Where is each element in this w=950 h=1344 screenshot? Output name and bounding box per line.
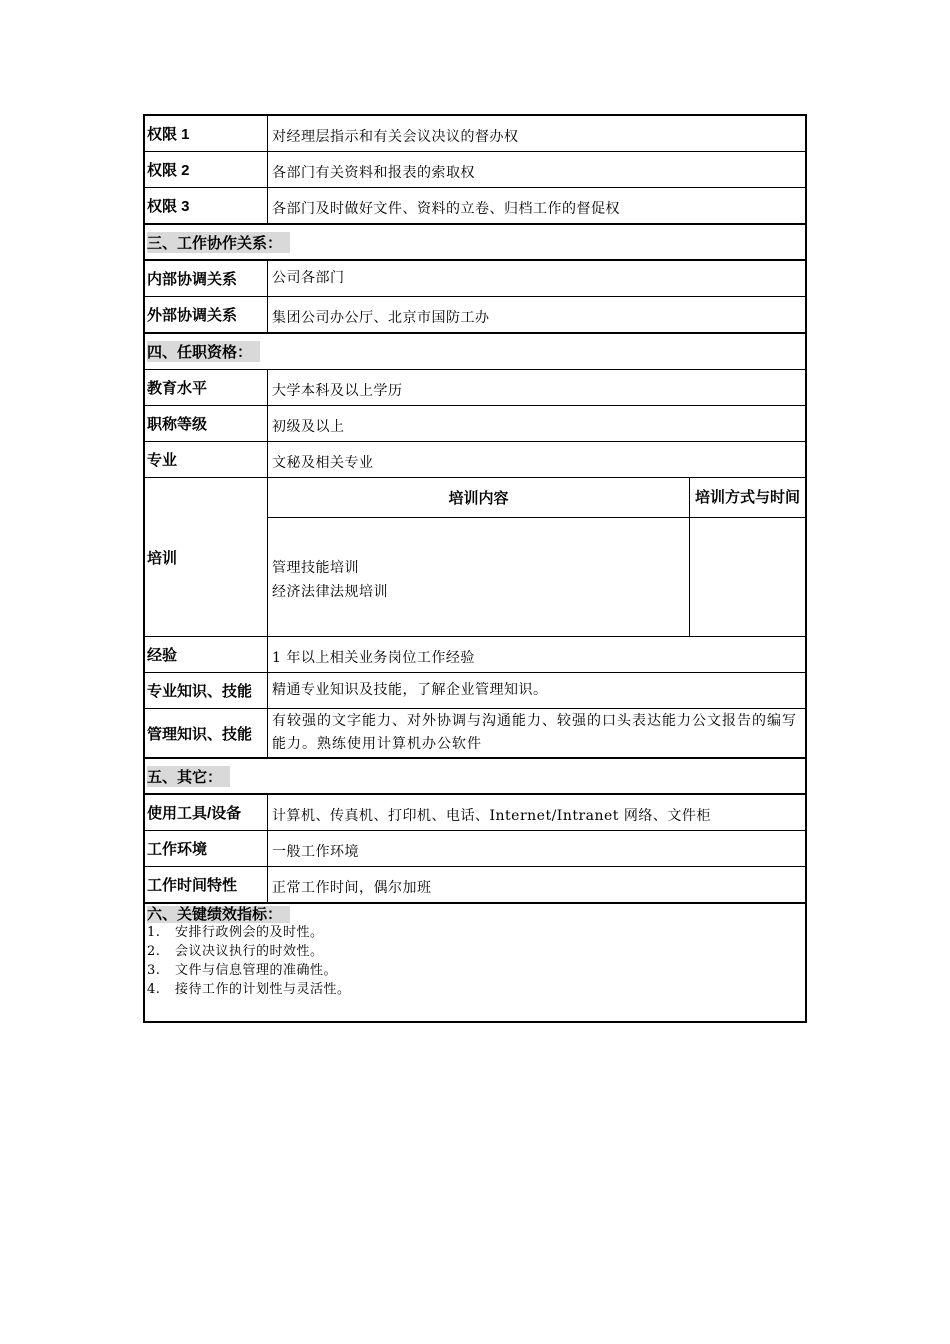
education-value: 大学本科及以上学历: [272, 383, 403, 399]
authority-row-2: [145, 152, 805, 188]
list-item: [147, 961, 805, 980]
kpi-text: 安排行政例会的及时性。: [175, 925, 324, 940]
training-item: 管理技能培训: [272, 560, 359, 576]
section-5-title: 五、其它：: [147, 766, 230, 787]
authority-label-3: 权限 3: [145, 188, 268, 223]
training-method-cell: [690, 518, 805, 636]
internal-coordination-label: 内部协调关系: [145, 261, 268, 296]
authority-value-1: 对经理层指示和有关会议决议的督办权: [272, 129, 519, 145]
work-time-row: [145, 867, 805, 904]
title-level-label: 职称等级: [145, 406, 268, 441]
mgmt-skill-row: [145, 709, 805, 759]
training-header: [268, 478, 805, 518]
kpi-text: 会议决议执行的时效性。: [175, 944, 324, 959]
pro-skill-label: 专业知识、技能: [145, 673, 268, 708]
authority-value-3: 各部门及时做好文件、资料的立卷、归档工作的督促权: [272, 201, 620, 217]
section-3-title: 三、工作协作关系：: [147, 232, 290, 253]
training-item: 经济法律法规培训: [272, 584, 388, 600]
work-time-value: 正常工作时间，偶尔加班: [272, 880, 432, 896]
training-content: [268, 518, 690, 636]
section-5-header: [145, 759, 805, 795]
external-coordination-value: 集团公司办公厅、北京市国防工办: [272, 310, 490, 326]
education-label: 教育水平: [145, 370, 268, 405]
work-time-label: 工作时间特性: [145, 867, 268, 902]
external-coordination-label: 外部协调关系: [145, 297, 268, 332]
major-label: 专业: [145, 442, 268, 477]
authority-row-1: [145, 116, 805, 152]
major-row: [145, 442, 805, 478]
education-row: [145, 370, 805, 406]
authority-label-1: 权限 1: [145, 116, 268, 151]
kpi-list: [147, 923, 805, 999]
section-3-header: [145, 225, 805, 261]
title-level-value: 初级及以上: [272, 419, 345, 435]
environment-row: [145, 831, 805, 867]
section-4-header: [145, 334, 805, 370]
mgmt-skill-value: 有较强的文字能力、对外协调与沟通能力、较强的口头表达能力公文报告的编写能力。熟练使用计算机办公软件: [272, 713, 797, 752]
job-description-table: [143, 114, 807, 1023]
training-table: [268, 478, 805, 636]
internal-coordination-row: [145, 261, 805, 297]
pro-skill-value: 精通专业知识及技能，了解企业管理知识。: [272, 682, 548, 698]
kpi-text: 接待工作的计划性与灵活性。: [175, 982, 351, 997]
authority-label-2: 权限 2: [145, 152, 268, 187]
experience-row: [145, 637, 805, 673]
section-6-title: 六、关键绩效指标：: [147, 906, 290, 923]
training-method-header: 培训方式与时间: [694, 489, 800, 506]
kpi-section: [145, 904, 805, 1021]
training-body: [268, 518, 805, 636]
tools-label: 使用工具/设备: [145, 795, 268, 830]
training-label: 培训: [145, 478, 268, 636]
external-coordination-row: [145, 297, 805, 334]
tools-row: [145, 795, 805, 831]
list-item: [147, 923, 805, 942]
training-row: [145, 478, 805, 637]
section-4-title: 四、任职资格：: [147, 341, 260, 362]
kpi-number: 4.: [147, 982, 161, 997]
list-item: [147, 942, 805, 961]
experience-label: 经验: [145, 637, 268, 672]
kpi-text: 文件与信息管理的准确性。: [175, 963, 338, 978]
kpi-number: 2.: [147, 944, 161, 959]
experience-value: 1 年以上相关业务岗位工作经验: [272, 650, 475, 666]
internal-coordination-value: 公司各部门: [272, 270, 345, 286]
kpi-number: 3.: [147, 963, 161, 978]
major-value: 文秘及相关专业: [272, 455, 374, 471]
kpi-number: 1.: [147, 925, 161, 940]
authority-row-3: [145, 188, 805, 225]
list-item: [147, 980, 805, 999]
title-level-row: [145, 406, 805, 442]
tools-value: 计算机、传真机、打印机、电话、Internet/Intranet 网络、文件柜: [272, 808, 711, 824]
environment-value: 一般工作环境: [272, 844, 359, 860]
training-content-header: 培训内容: [268, 478, 690, 517]
pro-skill-row: [145, 673, 805, 709]
environment-label: 工作环境: [145, 831, 268, 866]
mgmt-skill-label: 管理知识、技能: [145, 709, 268, 757]
authority-value-2: 各部门有关资料和报表的索取权: [272, 165, 475, 181]
